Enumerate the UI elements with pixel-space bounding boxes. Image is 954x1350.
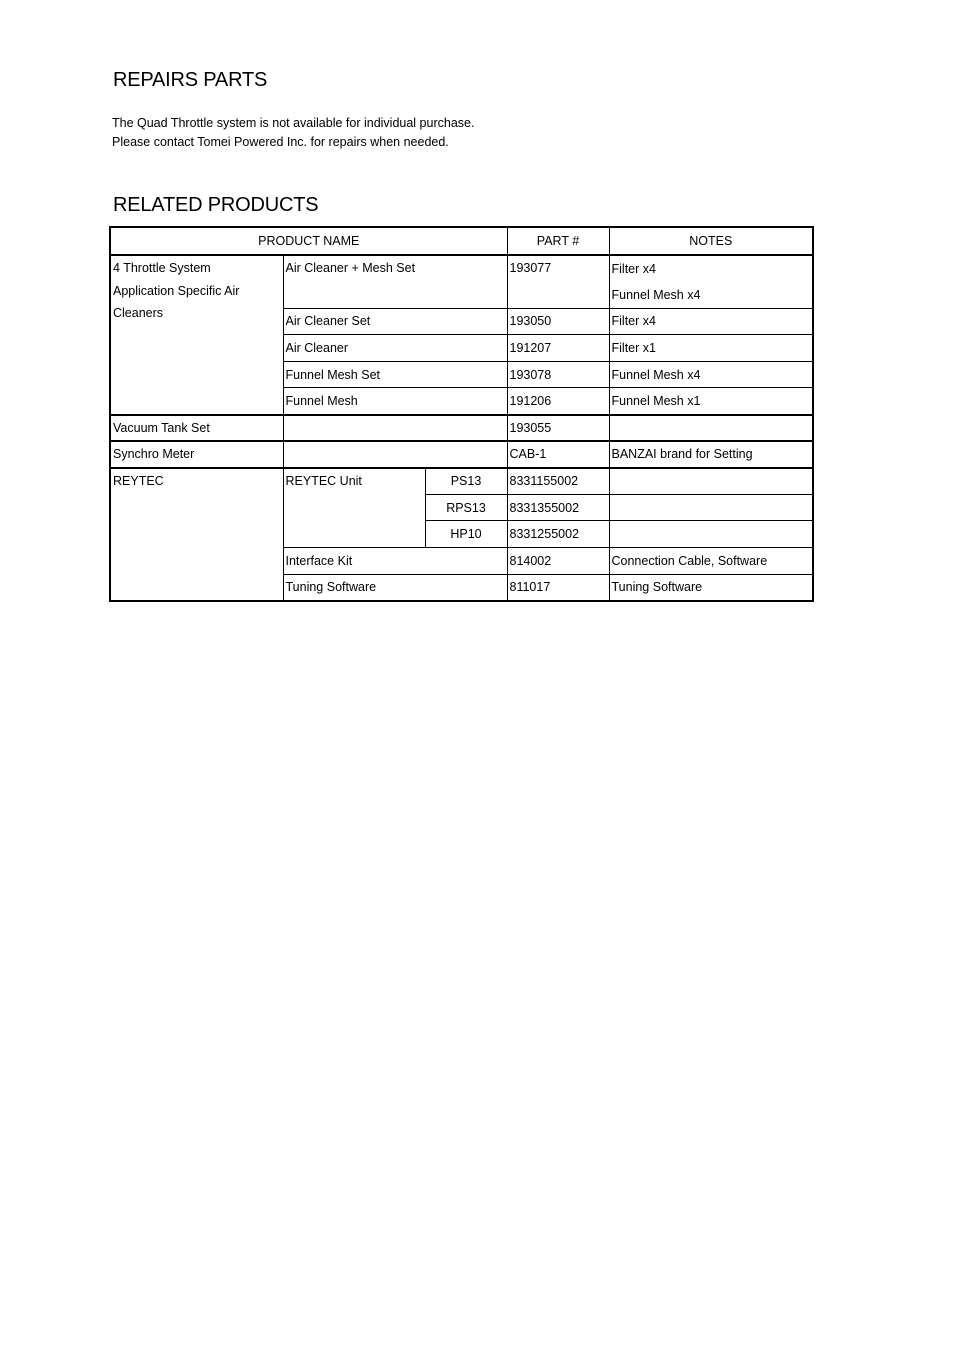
table-row xyxy=(110,468,813,495)
part-number-cell: 191206 xyxy=(507,388,609,415)
table-header-row xyxy=(110,227,813,255)
product-name-cell: Funnel Mesh Set xyxy=(283,361,507,388)
model-cell: PS13 xyxy=(425,468,507,495)
notes-cell xyxy=(609,494,813,521)
category-line: Cleaners xyxy=(113,306,164,320)
part-number-cell: 193055 xyxy=(507,415,609,442)
notes-cell: BANZAI brand for Setting xyxy=(609,441,813,468)
header-part: PART # xyxy=(507,227,609,255)
model-cell: RPS13 xyxy=(425,494,507,521)
product-name-cell: Air Cleaner xyxy=(283,335,507,362)
air-cleaner-category-cell xyxy=(110,255,283,415)
repairs-line-2: Please contact Tomei Powered Inc. for repairs when needed. xyxy=(112,135,449,149)
part-number-cell: 8331255002 xyxy=(507,521,609,548)
notes-cell: Filter x4 xyxy=(609,308,813,335)
repairs-line-1: The Quad Throttle system is not available for individual purchase. xyxy=(112,116,475,130)
part-number-cell: 193050 xyxy=(507,308,609,335)
notes-cell: Funnel Mesh x1 xyxy=(609,388,813,415)
notes-cell: Connection Cable, Software xyxy=(609,548,813,575)
related-products-table xyxy=(109,226,814,602)
part-number-cell: 191207 xyxy=(507,335,609,362)
product-name-cell: Tuning Software xyxy=(283,574,507,601)
header-notes: NOTES xyxy=(609,227,813,255)
table-row xyxy=(110,255,813,282)
part-number-cell: 814002 xyxy=(507,548,609,575)
notes-cell xyxy=(609,468,813,495)
product-name-cell: Synchro Meter xyxy=(110,441,283,468)
notes-cell xyxy=(609,521,813,548)
empty-cell xyxy=(283,441,507,468)
related-title: RELATED PRODUCTS xyxy=(113,194,319,216)
part-number-cell: 8331355002 xyxy=(507,494,609,521)
notes-cell: Funnel Mesh x4 xyxy=(609,282,813,309)
repairs-title: REPAIRS PARTS xyxy=(113,69,268,91)
part-number-cell: 8331155002 xyxy=(507,468,609,495)
reytec-unit-cell: REYTEC Unit xyxy=(283,468,425,548)
category-line: 4 Throttle System xyxy=(113,261,211,275)
product-name-cell: Funnel Mesh xyxy=(283,388,507,415)
part-number-cell: 193078 xyxy=(507,361,609,388)
header-product-name: PRODUCT NAME xyxy=(110,227,507,255)
reytec-category-cell: REYTEC xyxy=(110,468,283,601)
notes-cell: Filter x4 xyxy=(609,255,813,282)
notes-cell: Filter x1 xyxy=(609,335,813,362)
part-number-cell: 811017 xyxy=(507,574,609,601)
part-number-cell: 193077 xyxy=(507,255,609,308)
model-cell: HP10 xyxy=(425,521,507,548)
product-name-cell: Interface Kit xyxy=(283,548,507,575)
empty-cell xyxy=(283,415,507,442)
notes-cell: Funnel Mesh x4 xyxy=(609,361,813,388)
table-row xyxy=(110,415,813,442)
category-line: Application Specific Air xyxy=(113,283,240,298)
product-name-cell: Vacuum Tank Set xyxy=(110,415,283,442)
product-name-cell: Air Cleaner Set xyxy=(283,308,507,335)
part-number-cell: CAB-1 xyxy=(507,441,609,468)
notes-cell: Tuning Software xyxy=(609,574,813,601)
notes-cell xyxy=(609,415,813,442)
table-row xyxy=(110,441,813,468)
product-name-cell: Air Cleaner + Mesh Set xyxy=(283,255,507,308)
